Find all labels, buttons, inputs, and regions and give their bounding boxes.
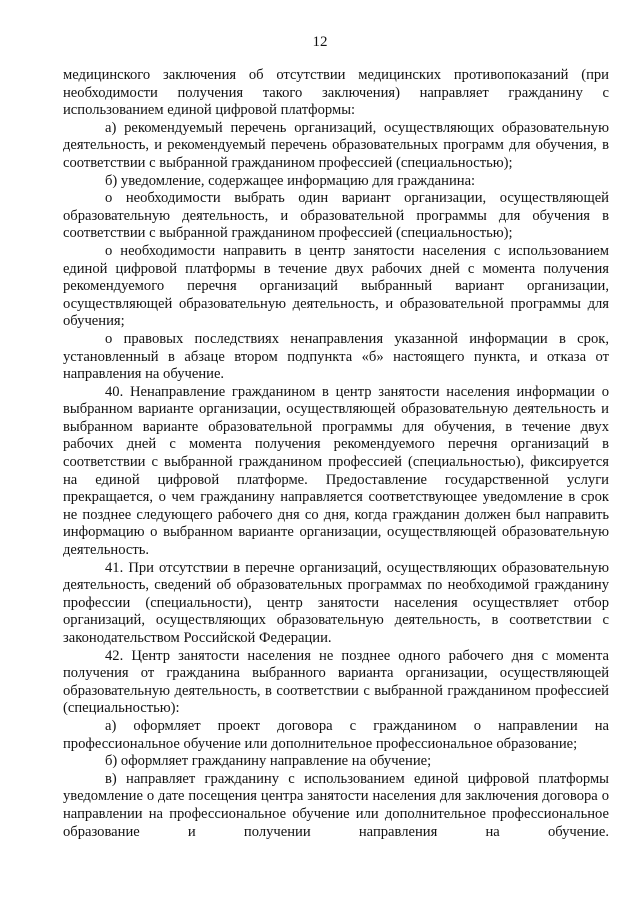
document-body — [63, 67, 609, 841]
page-number: 12 — [312, 34, 328, 50]
paragraph-choose-option: о необходимости выбрать один вариант организации, осуществляющей образовательную деятельность, и образовательной программы для обучения в соответствии с выбранной гражданином профессией (специальностью); — [63, 190, 609, 242]
paragraph-41: 41. При отсутствии в перечне организаций, осуществляющих образовательную деятельность, сведений об образовательных программах по необходимой гражданину профессии (специальности), центр занятости населения осуществляет отбор организаций, осуществляющих образовательную деятельность, в соответствии с законодательством Российской Федерации. — [63, 559, 609, 646]
paragraph-42-b: б) оформляет гражданину направление на обучение; — [105, 753, 432, 770]
paragraph-42-c: в) направляет гражданину с использованием единой цифровой платформы уведомление о дате посещения центра занятости населения для заключения договора о направлении на профессиональное обучение или дополнительное профессиональное образование и получении направления на обучение. — [63, 770, 609, 840]
paragraph-legal-consequences: о правовых последствиях ненаправления указанной информации в срок, установленный в абзаце втором подпункта «б» настоящего пункта, и отказа от направления на обучение. — [63, 330, 609, 383]
paragraph-42-a: а) оформляет проект договора с гражданином о направлении на профессиональное обучение или дополнительное профессиональное образование; — [63, 717, 609, 752]
paragraph-item-a: а) рекомендуемый перечень организаций, осуществляющих образовательную деятельность, и рекомендуемый перечень образовательных программ для обучения, в соответствии с выбранной гражданином профессией (специальностью); — [63, 119, 609, 171]
paragraph-item-b: б) уведомление, содержащее информацию для гражданина: — [105, 172, 476, 189]
paragraph-continuation: медицинского заключения об отсутствии медицинских противопоказаний (при необходимости получения такого заключения) направляет гражданину с использованием единой цифровой платформы: — [63, 67, 609, 119]
paragraph-send-option: о необходимости направить в центр занятости населения с использованием единой цифровой платформы в течение двух рабочих дней с момента получения рекомендуемого перечня организаций выбранный вариант организации, осуществляющей образовательную деятельность, и образовательной программы для обучения; — [63, 242, 609, 330]
paragraph-40: 40. Ненаправление гражданином в центр занятости населения информации о выбранном варианте организации, осуществляющей образовательную деятельность и выбранном варианте образовательной программы для обучения, в течение двух рабочих дней с момента получения рекомендуемого перечня организаций в соответствии с выбранной гражданином профессией (специальностью), фиксируется на единой цифровой платформе. Предоставление государственной услуги прекращается, о чем гражданину направляется соответствующее уведомление в срок не позднее следующего рабочего дня со дня, когда гражданин должен был направить информацию о выбранном варианте организации, осуществляющей образовательную деятельность. — [63, 383, 609, 559]
paragraph-42: 42. Центр занятости населения не позднее одного рабочего дня с момента получения от гражданина выбранного варианта организации, осуществляющей образовательную деятельность, в соответствии с выбранной гражданином профессией (специальностью): — [63, 647, 609, 717]
